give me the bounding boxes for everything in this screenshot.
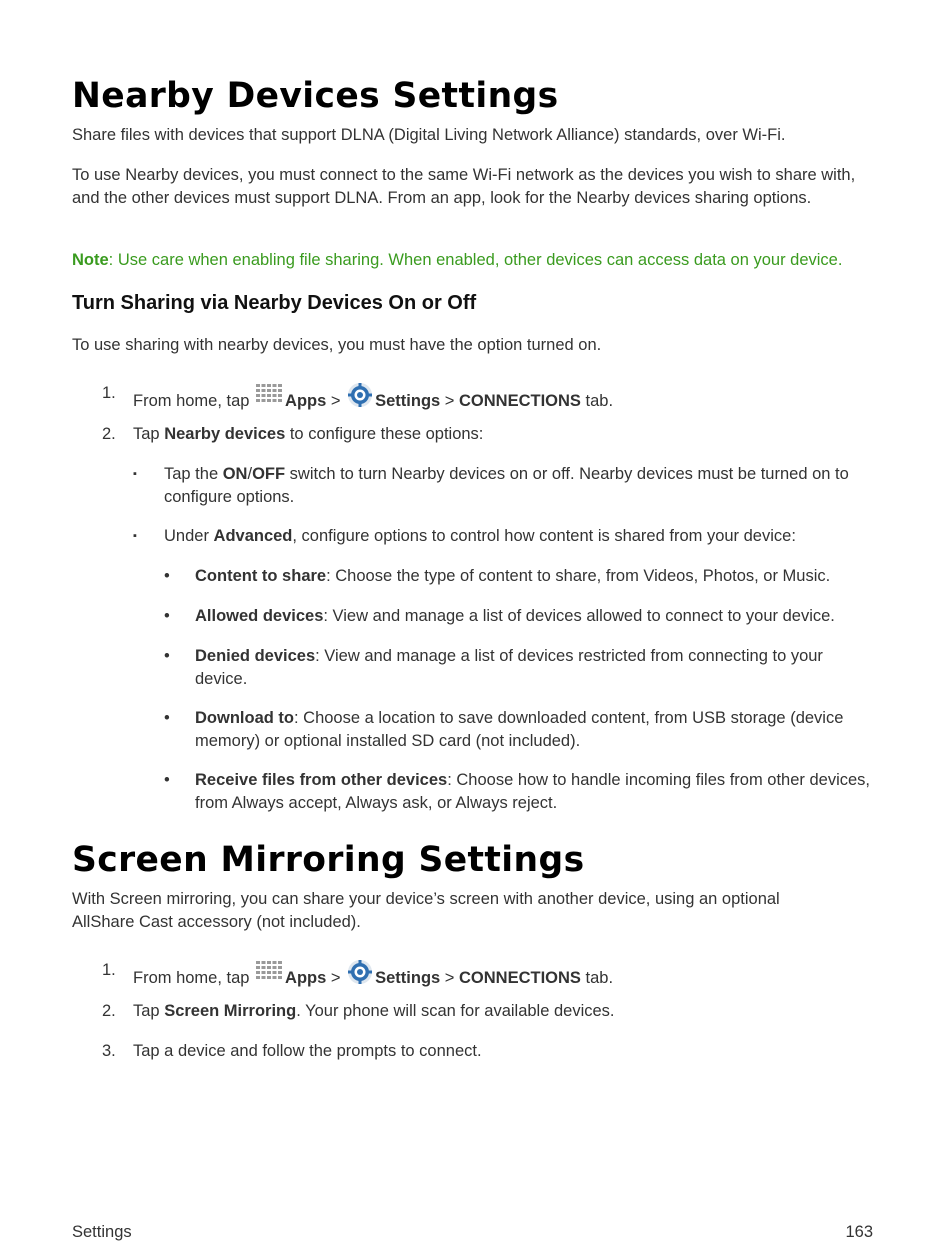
option-term: Download to bbox=[195, 709, 294, 727]
dot-bullet: • bbox=[164, 771, 170, 789]
step-number: 1. bbox=[102, 384, 116, 402]
mirroring-title: Screen Mirroring Settings bbox=[72, 840, 585, 880]
bullet-tail: , configure options to control how content is shared from your device: bbox=[292, 527, 796, 545]
option-desc: : View and manage a list of devices allowed to connect to your device. bbox=[323, 607, 835, 625]
step-text-tail: to configure these options: bbox=[285, 425, 484, 443]
advanced-label: Advanced bbox=[213, 527, 293, 545]
option-term: Receive files from other devices bbox=[195, 771, 448, 789]
bullet-lead: Tap the bbox=[164, 465, 223, 483]
option-desc: : Choose a location to save downloaded content, from USB storage (device memory) or optional installed SD card (not included). bbox=[195, 709, 844, 750]
option-text bbox=[195, 565, 877, 588]
step-text bbox=[133, 423, 877, 446]
step-number: 2. bbox=[102, 1002, 116, 1020]
step-text: Tap a device and follow the prompts to connect. bbox=[133, 1042, 482, 1060]
square-bullet: ▪ bbox=[133, 468, 137, 480]
separator: > bbox=[440, 392, 460, 410]
dot-bullet: • bbox=[164, 647, 170, 665]
settings-gear-icon bbox=[347, 959, 373, 992]
bullet-text bbox=[164, 525, 877, 548]
option-term: Denied devices bbox=[195, 647, 316, 665]
step-text-lead: Tap bbox=[133, 425, 165, 443]
nearby-intro: Share files with devices that support DLNA (Digital Living Network Alliance) standards, over Wi-Fi. bbox=[72, 126, 786, 144]
apps-label: Apps bbox=[285, 969, 327, 987]
step-text-lead: From home, tap bbox=[133, 969, 255, 987]
apps-label: Apps bbox=[285, 392, 327, 410]
on-label: ON bbox=[222, 465, 248, 483]
connections-label: CONNECTIONS bbox=[459, 392, 581, 410]
step-text bbox=[133, 1000, 877, 1023]
nearby-title: Nearby Devices Settings bbox=[72, 76, 559, 116]
nearby-note bbox=[72, 249, 882, 272]
option-term: Content to share bbox=[195, 567, 327, 585]
step-text bbox=[133, 382, 877, 415]
dot-bullet: • bbox=[164, 607, 170, 625]
step-text-lead: Tap bbox=[133, 1002, 165, 1020]
bullet-tail: switch to turn Nearby devices on or off. Nearby devices must be turned on to configure options. bbox=[164, 465, 849, 506]
nearby-para2: To use Nearby devices, you must connect to the same Wi-Fi network as the devices you wish to share with, and the other devices must support DLNA. From an app, look for the Nearby devices sharing options. bbox=[72, 166, 856, 207]
settings-gear-icon bbox=[347, 382, 373, 415]
step-text bbox=[133, 959, 877, 992]
bullet-text bbox=[164, 463, 877, 509]
step-number: 2. bbox=[102, 425, 116, 443]
note-label: Note bbox=[72, 251, 109, 269]
step-text-tail: tab. bbox=[580, 392, 614, 410]
off-label: OFF bbox=[252, 465, 286, 483]
connections-label: CONNECTIONS bbox=[459, 969, 581, 987]
note-text: : Use care when enabling file sharing. When enabled, other devices can access data on your device. bbox=[108, 251, 843, 269]
separator: > bbox=[440, 969, 460, 987]
option-desc: : View and manage a list of devices restricted from connecting to your device. bbox=[195, 647, 823, 688]
footer-page-number: 163 bbox=[845, 1223, 873, 1241]
nearby-devices-label: Nearby devices bbox=[164, 425, 286, 443]
bullet-lead: Under bbox=[164, 527, 214, 545]
option-text bbox=[195, 707, 877, 753]
step-text-tail: . Your phone will scan for available devices. bbox=[296, 1002, 615, 1020]
separator: > bbox=[326, 969, 346, 987]
option-desc: : Choose how to handle incoming files from other devices, from Always accept, Always ask, or Always reject. bbox=[195, 771, 871, 812]
footer-section: Settings bbox=[72, 1223, 132, 1241]
mirroring-intro: With Screen mirroring, you can share your device’s screen with another device, using an optional AllShare Cast accessory (not included). bbox=[72, 890, 780, 931]
step-text-tail: tab. bbox=[580, 969, 614, 987]
option-text bbox=[195, 645, 877, 691]
screen-mirroring-label: Screen Mirroring bbox=[164, 1002, 297, 1020]
dot-bullet: • bbox=[164, 567, 170, 585]
step-number: 1. bbox=[102, 961, 116, 979]
option-desc: : Choose the type of content to share, from Videos, Photos, or Music. bbox=[326, 567, 831, 585]
nearby-subtitle: Turn Sharing via Nearby Devices On or Off bbox=[72, 292, 477, 314]
apps-grid-icon bbox=[256, 384, 283, 415]
option-text bbox=[195, 605, 877, 628]
apps-grid-icon bbox=[256, 961, 283, 992]
step-number: 3. bbox=[102, 1042, 116, 1060]
slash: / bbox=[247, 465, 253, 483]
settings-label: Settings bbox=[375, 392, 441, 410]
settings-label: Settings bbox=[375, 969, 441, 987]
step-text-lead: From home, tap bbox=[133, 392, 255, 410]
separator: > bbox=[326, 392, 346, 410]
square-bullet: ▪ bbox=[133, 530, 137, 542]
dot-bullet: • bbox=[164, 709, 170, 727]
nearby-sub-intro: To use sharing with nearby devices, you must have the option turned on. bbox=[72, 336, 602, 354]
option-text bbox=[195, 769, 877, 815]
option-term: Allowed devices bbox=[195, 607, 324, 625]
